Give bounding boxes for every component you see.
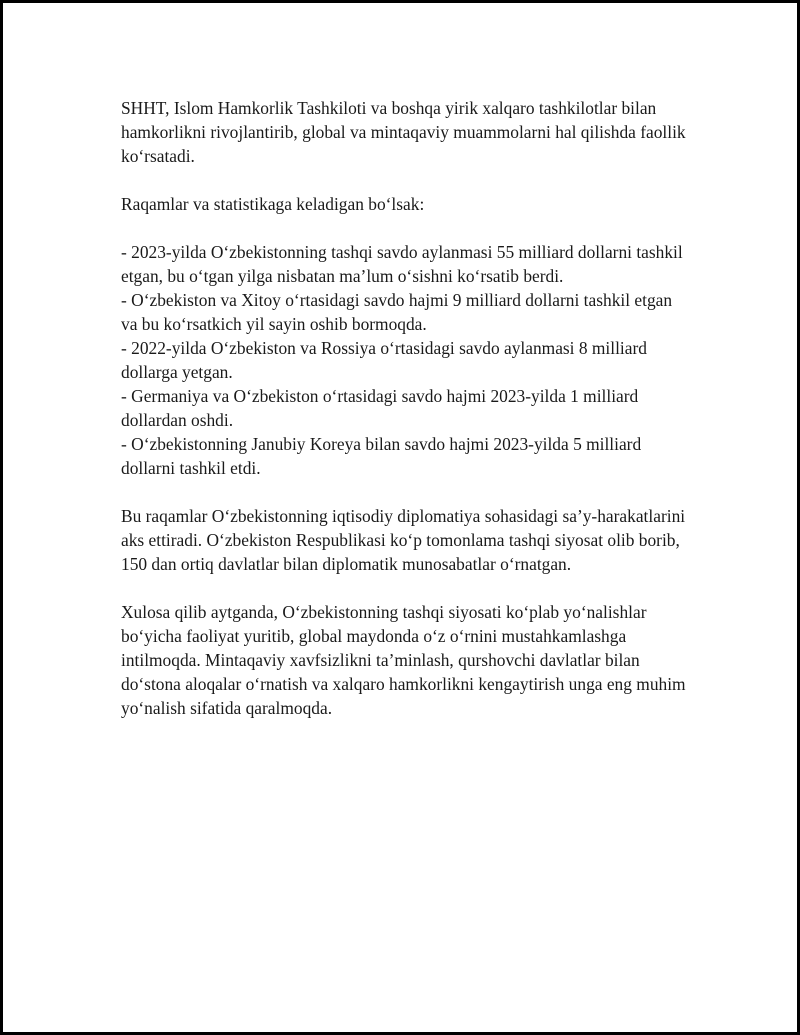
stats-heading: Raqamlar va statistikaga keladigan bo‘lsak: xyxy=(121,194,425,214)
list-item: - 2022-yilda O‘zbekiston va Rossiya o‘rtasidagi savdo aylanmasi 8 milliard dollarga yetgan. xyxy=(121,338,647,382)
list-item: - 2023-yilda O‘zbekistonning tashqi savdo aylanmasi 55 milliard dollarni tashkil etgan, bu o‘tgan yilga nisbatan ma’lum o‘sishni ko‘rsatib berdi. xyxy=(121,242,683,286)
analysis-paragraph: Bu raqamlar O‘zbekistonning iqtisodiy diplomatiya sohasidagi sa’y-harakatlarini aks ettiradi. O‘zbekiston Respublikasi ko‘p tomonlama tashqi siyosat olib borib, 150 dan ortiq davlatlar bilan diplomatik munosabatlar o‘rnatgan. xyxy=(121,506,686,574)
list-item: - Germaniya va O‘zbekiston o‘rtasidagi savdo hajmi 2023-yilda 1 milliard dollardan oshdi. xyxy=(121,386,639,430)
conclusion-paragraph: Xulosa qilib aytganda, O‘zbekistonning tashqi siyosati ko‘plab yo‘nalishlar bo‘yicha faoliyat yuritib, global maydonda o‘z o‘rnini mustahkamlashga intilmoqda. Mintaqaviy xavfsizlikni ta’minlash, qurshovchi davlatlar bilan do‘stona aloqalar o‘rnatish va xalqaro hamkorlikni kengaytirish unga eng muhim yo‘nalish sifatida qaralmoqda. xyxy=(121,602,686,718)
stats-list xyxy=(121,240,691,480)
list-item: - O‘zbekistonning Janubiy Koreya bilan savdo hajmi 2023-yilda 5 milliard dollarni tashkil etdi. xyxy=(121,434,642,478)
list-item: - O‘zbekiston va Xitoy o‘rtasidagi savdo hajmi 9 milliard dollarni tashkil etgan va bu ko‘rsatkich yil sayin oshib bormoqda. xyxy=(121,290,673,334)
document-body xyxy=(121,96,691,744)
intro-paragraph: SHHT, Islom Hamkorlik Tashkiloti va boshqa yirik xalqaro tashkilotlar bilan hamkorlikni rivojlantirib, global va mintaqaviy muammolarni hal qilishda faollik ko‘rsatadi. xyxy=(121,98,686,166)
